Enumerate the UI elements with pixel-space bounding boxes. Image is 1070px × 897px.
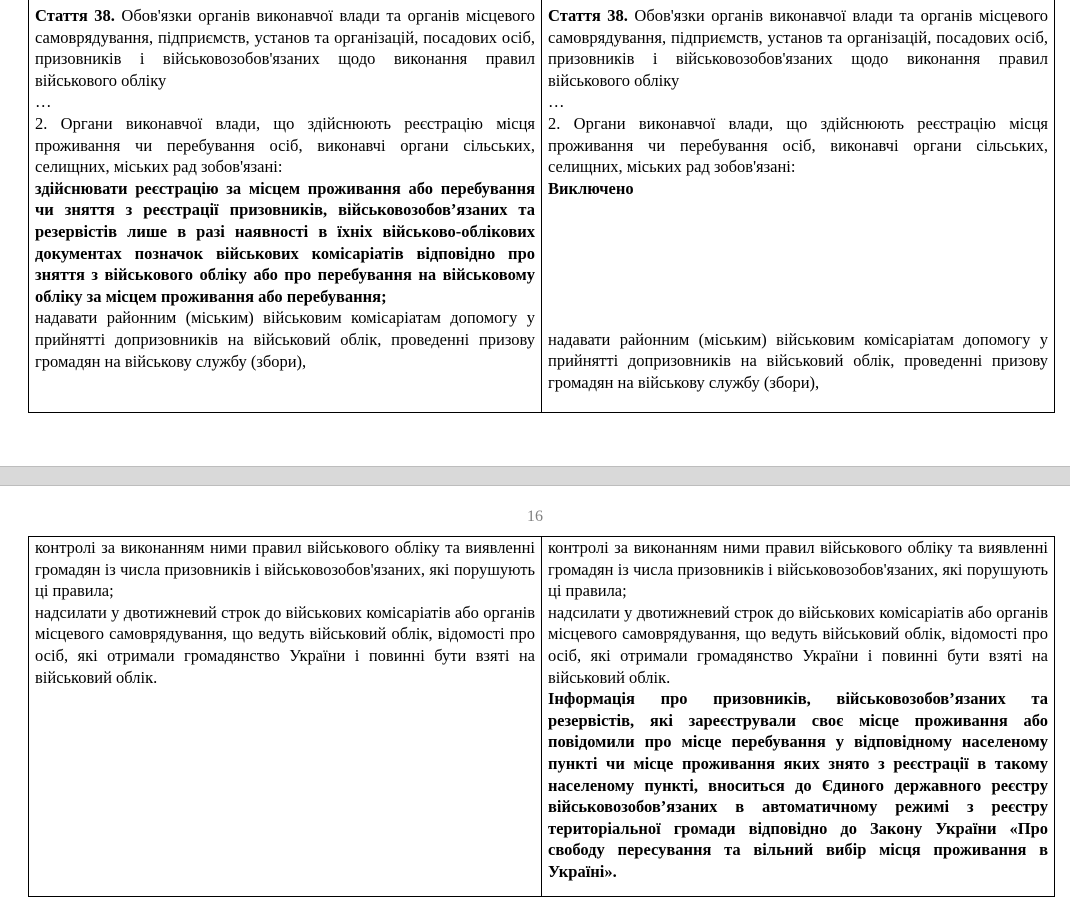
- page-break-gap: [0, 466, 1070, 486]
- right-column-cell: [542, 537, 1055, 897]
- left-column-cell: [29, 0, 542, 413]
- point-2-text: 2. Органи виконавчої влади, що здійснюють реєстрацію місця проживання чи перебування осіб, виконавчі органи сільських, селищних, міських рад зобов'язані:: [548, 113, 1048, 177]
- page-number: 16: [527, 508, 543, 525]
- bold-amendment-text: Інформація про призовників, військовозобов’язаних та резервістів, які зареєстрували своє місце проживання або повідомили про місце перебування у відповідному населеному пункті чи місце проживання яких знято з реєстрації в такому населеному пункті, вноситься до Єдиного державного реєстру військовозобов’язаних в автоматичному режимі з реєстру територіальної громади відповідно до Закону України «Про свободу пересування та вільний вибір місця проживання в Україні».: [548, 689, 1048, 881]
- comparison-table-bottom: [28, 536, 1055, 897]
- ellipsis: …: [35, 92, 52, 112]
- table-row: [29, 0, 1055, 413]
- right-column-cell: [542, 0, 1055, 413]
- bold-amendment-text: Виключено: [548, 178, 634, 198]
- left-column-cell: [29, 537, 542, 897]
- document-page-bottom: [0, 486, 1070, 882]
- article-number: Стаття 38.: [35, 6, 115, 25]
- bold-amendment-text: здійснювати реєстрацію за місцем проживання або перебування чи зняття з реєстрації призовників, військовозобов’язаних та резервістів лише в разі наявності в їхніх військово-облікових документах позначок військових комісаріатів відповідно про зняття з військового обліку або про перебування на військовому обліку за місцем проживання або перебування;: [35, 178, 535, 306]
- point-2-text: 2. Органи виконавчої влади, що здійснюють реєстрацію місця проживання чи перебування осіб, виконавчі органи сільських, селищних, міських рад зобов'язані:: [35, 113, 535, 177]
- article-title: Обов'язки органів виконавчої влади та органів місцевого самоврядування, підприємств, установ та організацій, посадових осіб, призовників і військовозобов'язаних щодо виконання правил військового обліку: [548, 6, 1048, 90]
- article-title: Обов'язки органів виконавчої влади та органів місцевого самоврядування, підприємств, установ та організацій, посадових осіб, призовників і військовозобов'язаних щодо виконання правил військового обліку: [35, 6, 535, 90]
- send-info-text: надсилати у двотижневий строк до військових комісаріатів або органів місцевого самоврядування, що ведуть військовий облік, відомості про осіб, які отримали громадянство України і повинні бути взяті на військовий облік.: [548, 602, 1048, 687]
- continuation-text: надавати районним (міським) військовим комісаріатам допомогу у прийнятті допризовників на військовий облік, проведенні призову громадян на військову службу (збори),: [548, 329, 1048, 392]
- comparison-table-top: [28, 0, 1055, 413]
- control-text: контролі за виконанням ними правил військового обліку та виявленні громадян із числа призовників і військовозобов'язаних, які порушують ці правила;: [35, 538, 535, 601]
- table-row: [29, 537, 1055, 897]
- article-heading: [548, 5, 1048, 91]
- article-heading: [35, 5, 535, 91]
- send-info-text: надсилати у двотижневий строк до військових комісаріатів або органів місцевого самоврядування, що ведуть військовий облік, відомості про осіб, які отримали громадянство України і повинні бути взяті на військовий облік.: [35, 602, 535, 687]
- control-text: контролі за виконанням ними правил військового обліку та виявленні громадян із числа призовників і військовозобов'язаних, які порушують ці правила;: [548, 538, 1048, 601]
- article-number: Стаття 38.: [548, 6, 628, 25]
- ellipsis: …: [548, 92, 565, 112]
- continuation-text: надавати районним (міським) військовим комісаріатам допомогу у прийнятті допризовників на військовий облік, проведенні призову громадян на військову службу (збори),: [35, 308, 535, 371]
